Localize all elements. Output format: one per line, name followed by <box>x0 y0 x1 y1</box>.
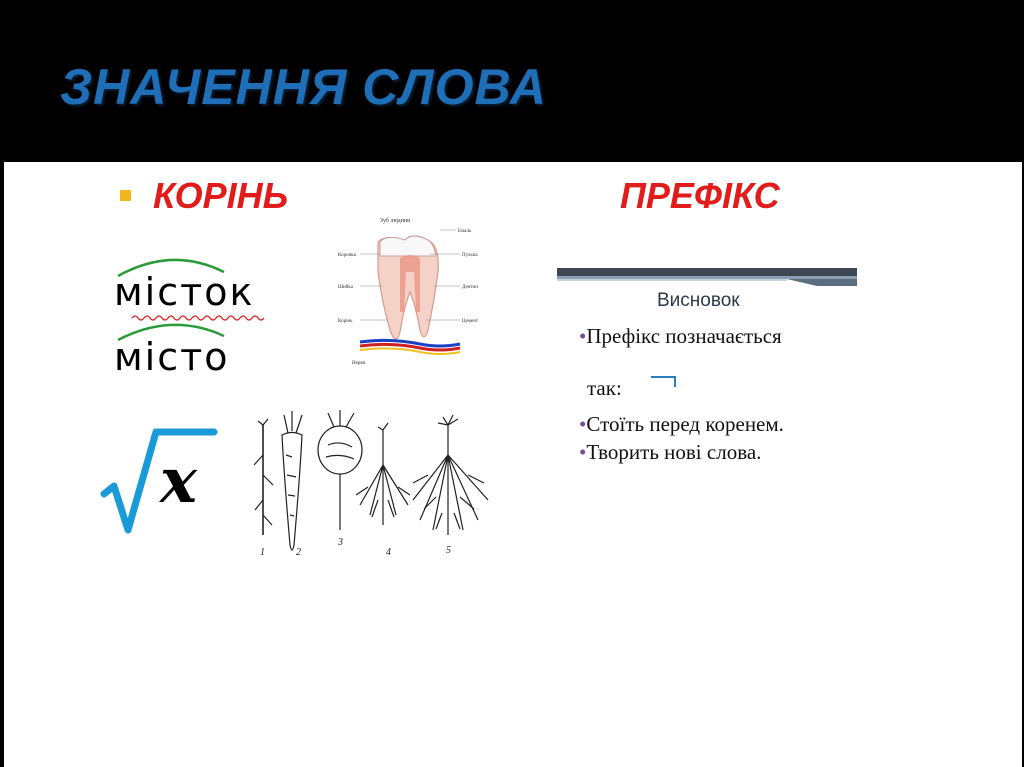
tooth-label-crown: Коронка <box>338 253 356 258</box>
underline-wavy <box>132 316 264 320</box>
root-label: КОРІНЬ <box>153 175 289 216</box>
tooth-label-root: Корінь <box>338 319 353 324</box>
word-mistok: місток <box>114 270 255 314</box>
bullet-square <box>120 190 131 201</box>
tooth-caption: Зуб людини <box>380 218 411 224</box>
root-type-label-5: 5 <box>446 545 451 556</box>
tooth-label-cement: Цемент <box>462 319 479 324</box>
root-types-illustration <box>248 405 498 565</box>
tooth-label-nerves: Нерви <box>352 361 366 366</box>
svg-text:x: x <box>160 444 197 517</box>
conclusion-slide <box>557 268 857 488</box>
prefix-label: ПРЕФІКС <box>620 175 780 216</box>
prefix-sign-icon <box>649 373 679 393</box>
tooth-label-dentin: Дентин <box>462 285 478 290</box>
tooth-label-pulp: Пульпа <box>462 253 478 258</box>
root-type-label-2: 2 <box>296 547 301 558</box>
word-misto: місто <box>114 335 230 379</box>
title-bar <box>0 0 1024 160</box>
conclusion-line-2: так: <box>587 376 622 400</box>
conclusion-header-bar <box>557 268 857 290</box>
root-type-label-3: 3 <box>338 537 343 548</box>
tooth-diagram <box>330 212 490 372</box>
conclusion-line-4: •Творить нові слова. <box>579 440 762 464</box>
tooth-label-neck: Шийка <box>338 285 353 290</box>
tooth-enamel <box>380 236 436 256</box>
sqrt-x-icon <box>98 422 223 542</box>
root-type-label-1: 1 <box>260 547 265 558</box>
slide-title: ЗНАЧЕННЯ СЛОВА <box>60 59 547 115</box>
conclusion-title: Висновок <box>657 290 740 311</box>
conclusion-line-3: •Стоїть перед коренем. <box>579 412 784 436</box>
conclusion-line-1: •Префікс позначається <box>579 324 782 348</box>
tooth-label-enamel: Емаль <box>458 229 472 234</box>
root-type-label-4: 4 <box>386 547 391 558</box>
